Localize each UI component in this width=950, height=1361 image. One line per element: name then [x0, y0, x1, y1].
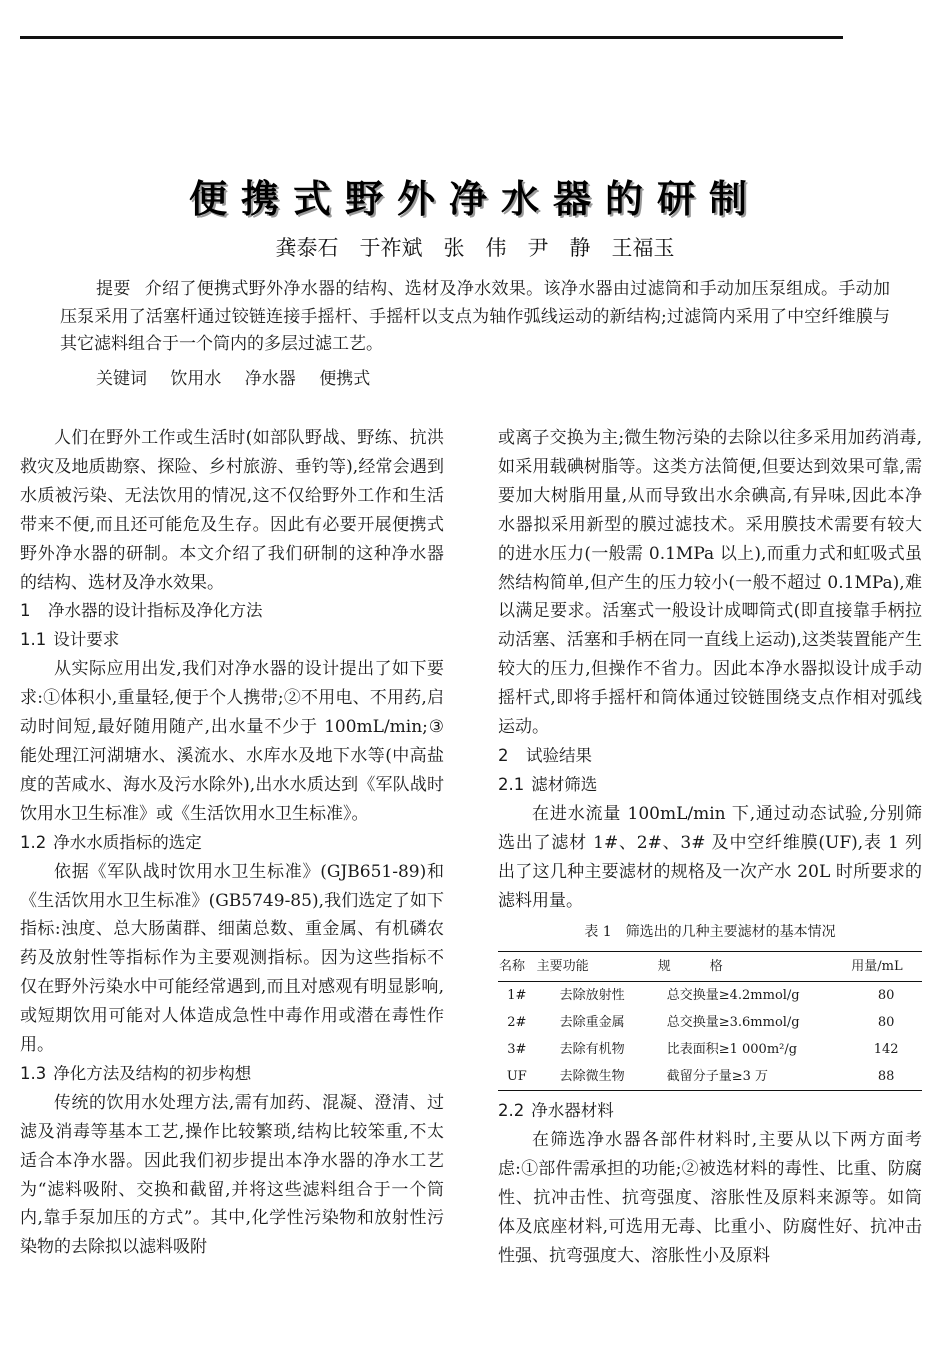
top-rule [20, 36, 843, 39]
table-row [498, 1063, 922, 1091]
section-heading-2-2: 2.2 净水器材料 [498, 1101, 614, 1121]
table-cell: 去除有机物 [559, 1042, 625, 1058]
right-column [498, 424, 922, 1284]
table-cell: 总交换量≥3.6mmol/g [666, 1015, 800, 1031]
keyword: 净水器 [244, 369, 296, 389]
abstract-label: 提要 [96, 279, 131, 299]
paper-title: 便携式野外净水器的研制 [188, 177, 761, 221]
table-header: 用量/mL [850, 952, 922, 982]
section-heading-1: 1 净水器的设计指标及净化方法 [20, 601, 263, 621]
author-list: 龚泰石 于祚斌 张 伟 尹 静 王福玉 [275, 236, 675, 260]
left-column [20, 424, 444, 1284]
keyword: 便携式 [319, 369, 371, 389]
table-cell: 80 [877, 1015, 895, 1031]
paragraph: 从实际应用出发,我们对净水器的设计提出了如下要求:①体积小,重量轻,便于个人携带;②不用电、不用药,启动时间短,最好随用随产,出水量不少于 100mL/min;③能处理江河湖塘水、溪流水、水库水及地下水等(中高盐度的苦咸水、海水及污水除外),出水水质达到《军队战时饮用水卫生标准》或《生活饮用水卫生标准》。 [20, 659, 444, 824]
table-cell: 比表面积≥1 000m²/g [666, 1042, 798, 1058]
filter-materials-table [498, 951, 922, 1091]
table-cell: 80 [877, 988, 895, 1004]
table-cell: 总交换量≥4.2mmol/g [666, 988, 800, 1004]
section-heading-1-1: 1.1 设计要求 [20, 630, 120, 650]
table-cell: 去除微生物 [559, 1069, 625, 1085]
keywords-label: 关键词 [96, 369, 147, 389]
table-cell: 去除重金属 [559, 1015, 625, 1031]
keyword: 饮用水 [170, 369, 222, 389]
abstract-text: 介绍了便携式野外净水器的结构、选材及净水效果。该净水器由过滤筒和手动加压泵组成。手动加压泵采用了活塞杆通过铰链连接手摇杆、手摇杆以支点为轴作弧线运动的新结构;过滤筒内采用了中空纤维膜与其它滤料组合于一个筒内的多层过滤工艺。 [60, 279, 891, 354]
table-row [498, 982, 922, 1010]
table-row [498, 1036, 922, 1063]
section-heading-1-3: 1.3 净化方法及结构的初步构想 [20, 1063, 252, 1083]
section-heading-2: 2 试验结果 [498, 745, 592, 765]
table-header: 规 格 [657, 952, 851, 982]
table-cell: 3# [507, 1042, 527, 1058]
table-header: 主要功能 [536, 952, 657, 982]
paragraph: 或离子交换为主;微生物污染的去除以往多采用加药消毒,如采用载碘树脂等。这类方法简便,但要达到效果可靠,需要加大树脂用量,从而导致出水余碘高,有异味,因此本净水器拟采用新型的膜过滤技术。采用膜技术需要有较大的进水压力(一般需 0.1MPa 以上),而重力式和虹吸式虽然结构简单,但产生的压力较小(一般不超过 0.1MPa),难以满足要求。活塞式一般设计成唧筒式(即直接靠手柄拉动活塞、活塞和手柄在同一直线上运动),这类装置能产生较大的压力,但操作不省力。因此本净水器拟设计成手动摇杆式,即将手摇杆和筒体通过铰链围绕支点作相对弧线运动。 [498, 428, 922, 738]
section-heading-1-2: 1.2 净水水质指标的选定 [20, 832, 202, 852]
paragraph: 在进水流量 100mL/min 下,通过动态试验,分别筛选出了滤材 1#、2#、3# 及中空纤维膜(UF),表 1 列出了这几种主要滤材的规格及一次产水 20L 时所要求的滤料用量。 [498, 803, 922, 911]
keywords [96, 364, 388, 389]
paragraph: 依据《军队战时饮用水卫生标准》(GJB651-89)和《生活饮用水卫生标准》(GB5749-85),我们选定了如下指标:浊度、总大肠菌群、细菌总数、重金属、有机磷农药及放射性等指标作为主要观测指标。因为这些指标不仅在野外污染水中可能经常遇到,而且对感观有明显影响,或短期饮用可能对人体造成急性中毒作用或潜在毒性作用。 [20, 861, 444, 1056]
paragraph: 传统的饮用水处理方法,需有加药、混凝、澄清、过滤及消毒等基本工艺,操作比较繁琐,结构比较笨重,不太适合本净水器。因此我们初步提出本净水器的净水工艺为“滤料吸附、交换和截留,并将这些滤料组合于一个筒内,靠手泵加压的方式”。其中,化学性污染物和放射性污染物的去除拟以滤料吸附 [20, 1092, 444, 1258]
table-caption: 表 1 筛选出的几种主要滤材的基本情况 [584, 924, 836, 941]
table-cell: 去除放射性 [559, 988, 625, 1004]
table-cell: 142 [873, 1042, 899, 1058]
table-cell: 88 [877, 1069, 895, 1085]
section-heading-2-1: 2.1 滤材筛选 [498, 774, 598, 794]
table-header: 名称 [498, 952, 536, 982]
paragraph: 在筛选净水器各部件材料时,主要从以下两方面考虑:①部件需承担的功能;②被选材料的毒性、比重、防腐性、抗冲击性、抗弯强度、溶胀性及原料来源等。如筒体及底座材料,可选用无毒、比重小、防腐性好、抗冲击性强、抗弯强度大、溶胀性小及原料 [498, 1130, 922, 1266]
abstract [60, 276, 890, 359]
table-cell: 1# [507, 988, 527, 1004]
table-cell: 截留分子量≥3 万 [666, 1069, 769, 1085]
paragraph: 人们在野外工作或生活时(如部队野战、野练、抗洪救灾及地质勘察、探险、乡村旅游、垂钓等),经常会遇到水质被污染、无法饮用的情况,这不仅给野外工作和生活带来不便,而且还可能危及生存。因此有必要开展便携式野外净水器的研制。本文介绍了我们研制的这种净水器的结构、选材及净水效果。 [20, 428, 444, 593]
table-cell: 2# [507, 1015, 527, 1031]
table-row [498, 1009, 922, 1036]
table-cell: UF [506, 1069, 527, 1085]
